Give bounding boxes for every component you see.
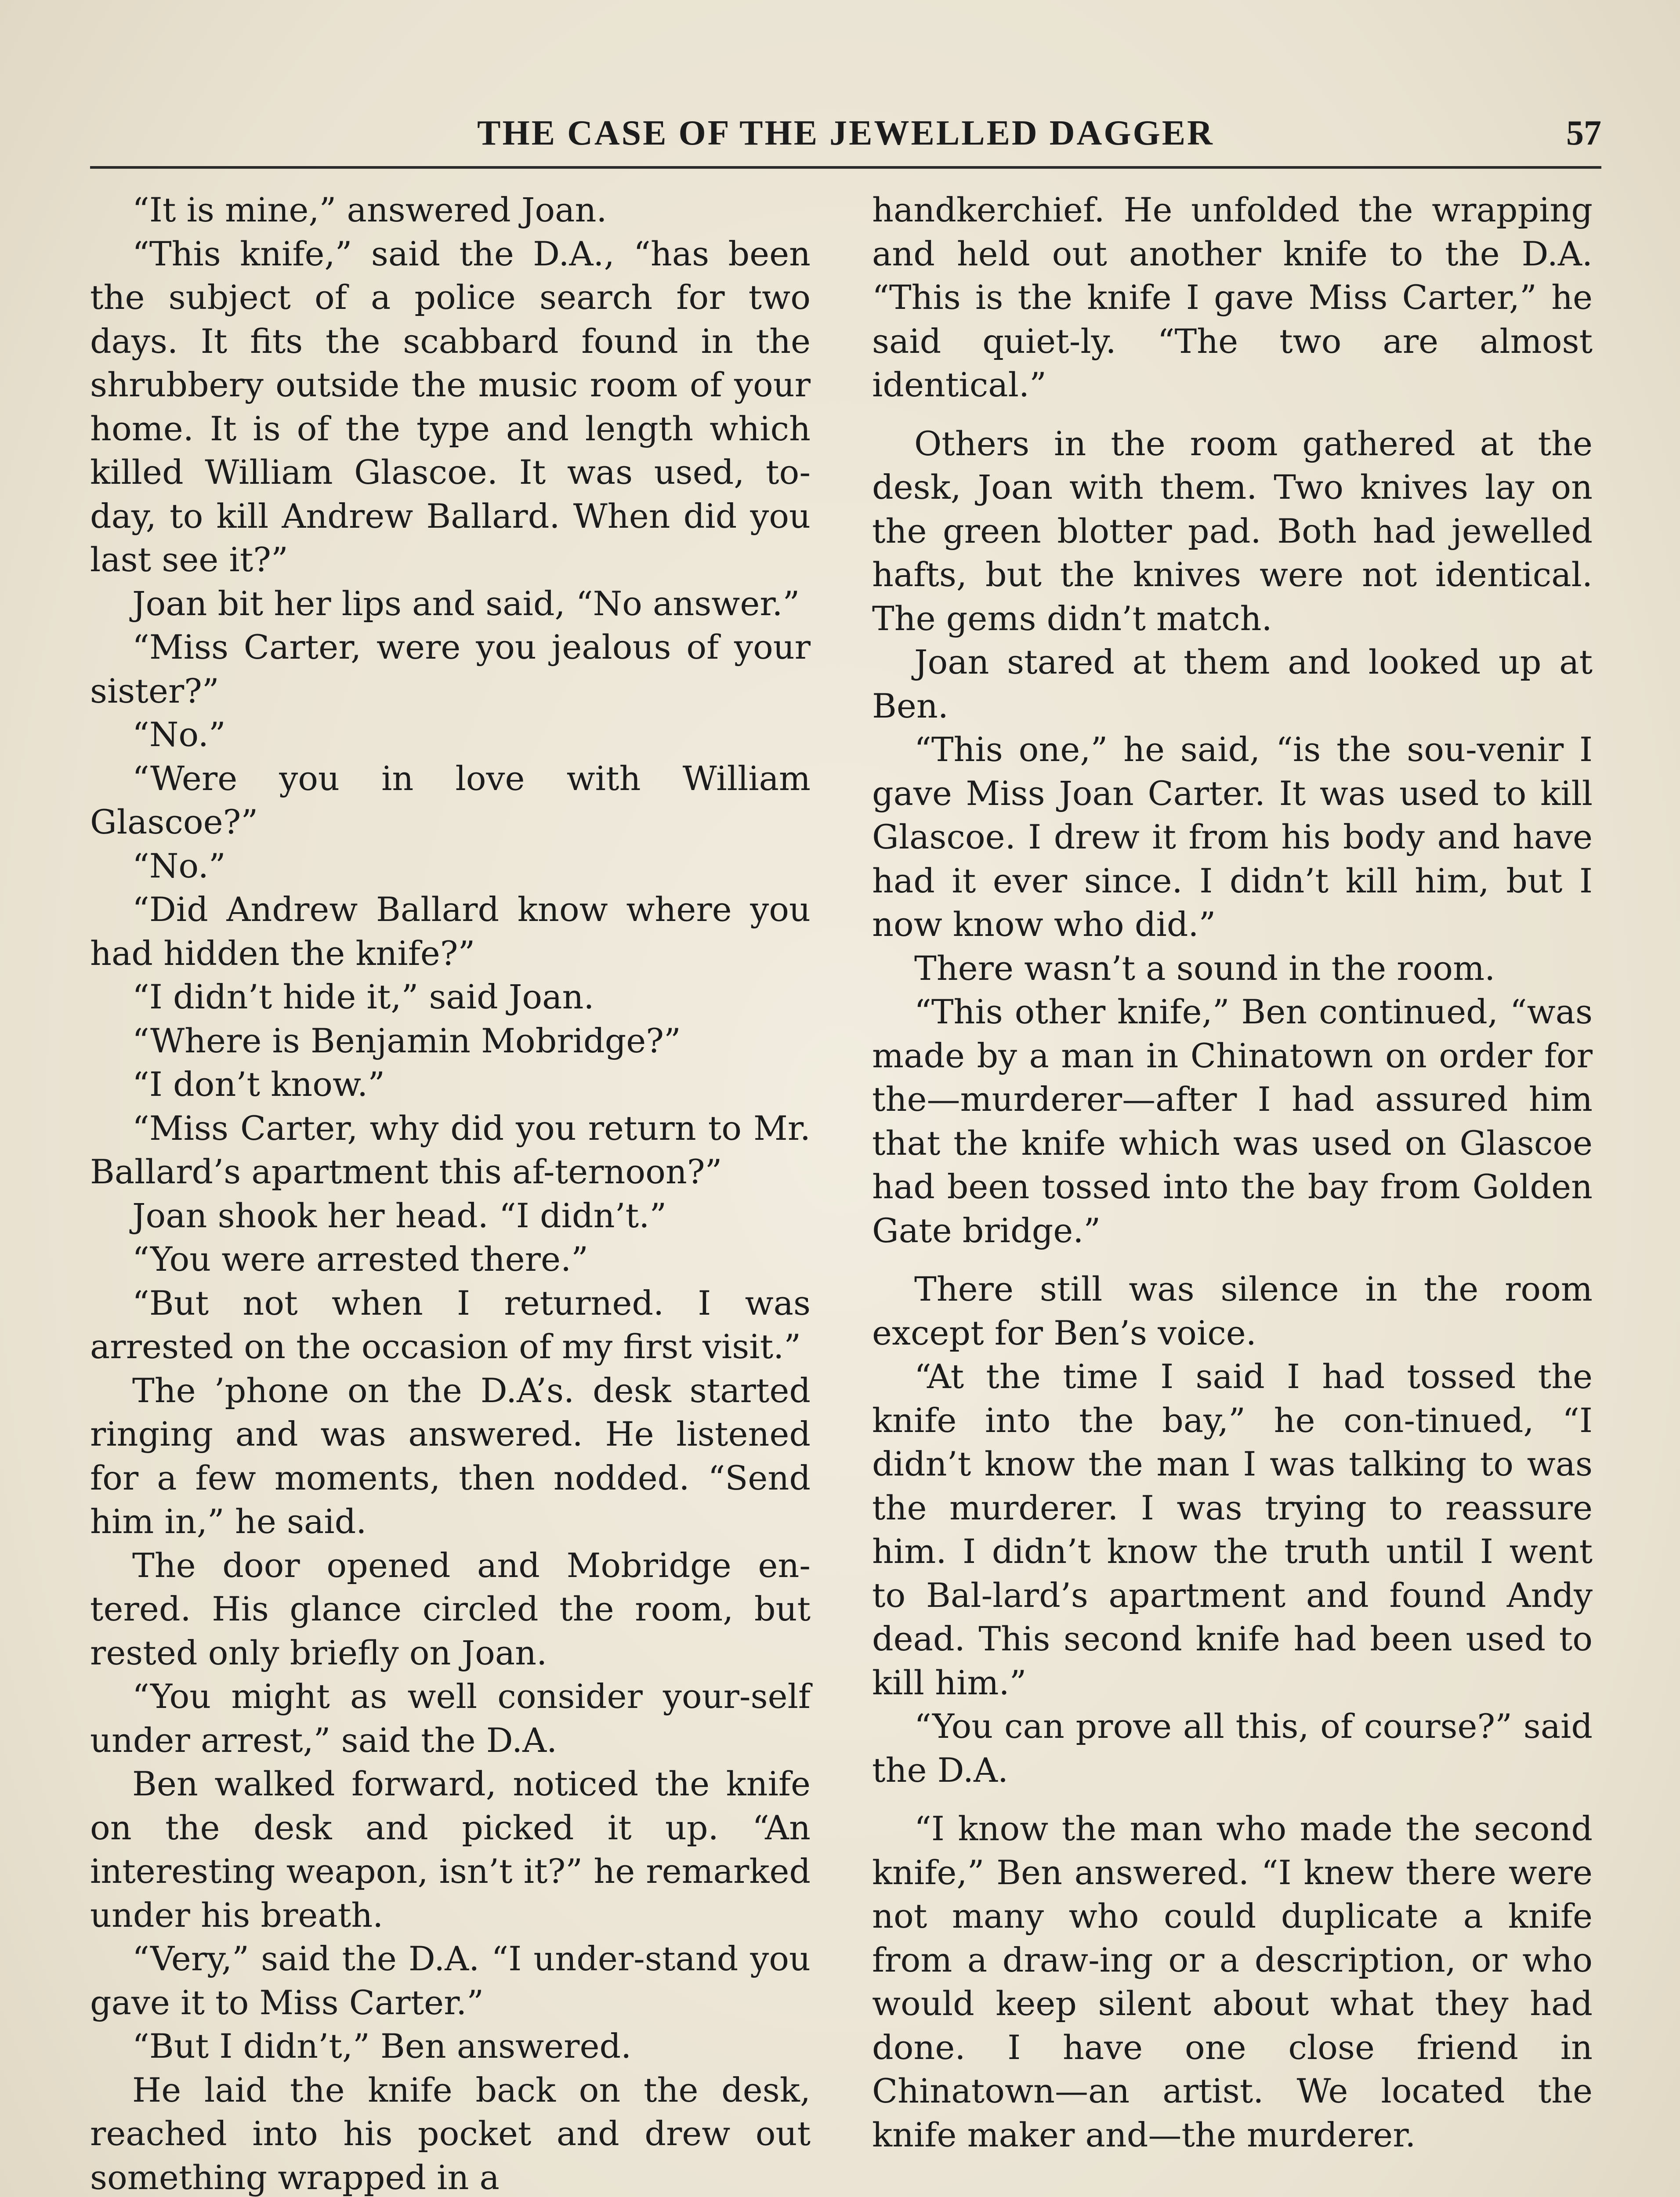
paragraph: “No.” xyxy=(132,846,226,885)
paragraph: Joan bit her lips and said, “No answer.” xyxy=(132,584,800,623)
right-column xyxy=(872,188,1593,2157)
paragraph: “It is mine,” answered Joan. xyxy=(132,190,607,229)
paragraph: Ben walked forward, noticed the knife on the desk and picked it up. “An interesting weapon, isn’t it?” he remarked under his breath. xyxy=(90,1764,811,1935)
paragraph: “I didn’t hide it,” said Joan. xyxy=(132,977,594,1016)
left-column xyxy=(90,188,811,2197)
paragraph: “I know the man who made the second knife,” Ben answered. “I knew there were not many who could duplicate a knife from a draw-ing or a description, or who would keep silent about what they had done. I have one close friend in Chinatown—an artist. We located the knife maker and—the murderer. xyxy=(872,1809,1593,2154)
paragraph: “This knife,” said the D.A., “has been the subject of a police search for two days. It fits the scabbard found in the shrubbery outside the music room of your home. It is of the type and length which killed William Glascoe. It was used, to-day, to kill Andrew Ballard. When did you last see it?” xyxy=(90,234,811,579)
paragraph: He laid the knife back on the desk, reached into his pocket and drew out something wrapped in a xyxy=(90,2070,811,2197)
paragraph: “Miss Carter, why did you return to Mr. Ballard’s apartment this af-ternoon?” xyxy=(90,1108,811,1191)
paragraph: “This one,” he said, “is the sou-venir I gave Miss Joan Carter. It was used to kill Glascoe. I drew it from his body and have had it ever since. I didn’t kill him, but I now know who did.” xyxy=(872,730,1593,944)
paragraph: “Very,” said the D.A. “I under-stand you gave it to Miss Carter.” xyxy=(90,1939,811,2022)
paragraph: “No.” xyxy=(132,715,226,754)
running-title: THE CASE OF THE JEWELLED DAGGER xyxy=(477,114,1214,152)
header-rule xyxy=(90,166,1601,169)
paragraph: “I don’t know.” xyxy=(132,1065,385,1104)
paragraph: Others in the room gathered at the desk, Joan with them. Two knives lay on the green blotter pad. Both had jewelled hafts, but the knives were not identical. The gems didn’t match. xyxy=(872,424,1593,638)
paragraph: “At the time I said I had tossed the knife into the bay,” he con-tinued, “I didn’t know the man I was talking to was the murderer. I was trying to reassure him. I didn’t know the truth until I went to Bal-lard’s apartment and found Andy dead. This second knife had been used to kill him.” xyxy=(872,1357,1593,1702)
paragraph: Joan stared at them and looked up at Ben. xyxy=(872,642,1593,725)
paragraph: Joan shook her head. “I didn’t.” xyxy=(132,1196,667,1235)
paragraph: “Where is Benjamin Mobridge?” xyxy=(132,1021,681,1060)
paragraph: “You might as well consider your-self under arrest,” said the D.A. xyxy=(90,1677,811,1760)
paragraph: “This other knife,” Ben continued, “was made by a man in Chinatown on order for the—murderer—after I had assured him that the knife which was used on Glascoe had been tossed into the bay from Golden Gate bridge.” xyxy=(872,992,1593,1250)
paragraph: “Miss Carter, were you jealous of your sister?” xyxy=(90,627,811,711)
paragraph: “Were you in love with William Glascoe?” xyxy=(90,758,811,841)
running-head xyxy=(90,109,1601,162)
paragraph: “You can prove all this, of course?” said the D.A. xyxy=(872,1707,1593,1790)
paragraph: handkerchief. He unfolded the wrapping and held out another knife to the D.A. “This is the knife I gave Miss Carter,” he said quiet-ly. “The two are almost identical.” xyxy=(872,190,1593,404)
paragraph: “You were arrested there.” xyxy=(132,1240,588,1279)
page-number: 57 xyxy=(1566,114,1601,152)
paragraph: The door opened and Mobridge en-tered. His glance circled the room, but rested only briefly on Joan. xyxy=(90,1545,811,1672)
paragraph: There wasn’t a sound in the room. xyxy=(914,948,1495,988)
paragraph: The ’phone on the D.A’s. desk started ringing and was answered. He listened for a few moments, then nodded. “Send him in,” he said. xyxy=(90,1370,811,1541)
paragraph: “But I didn’t,” Ben answered. xyxy=(132,2027,632,2066)
paragraph: There still was silence in the room except for Ben’s voice. xyxy=(872,1269,1593,1352)
paragraph: “But not when I returned. I was arrested on the occasion of my first visit.” xyxy=(90,1283,811,1366)
paragraph: “Did Andrew Ballard know where you had hidden the knife?” xyxy=(90,890,811,973)
